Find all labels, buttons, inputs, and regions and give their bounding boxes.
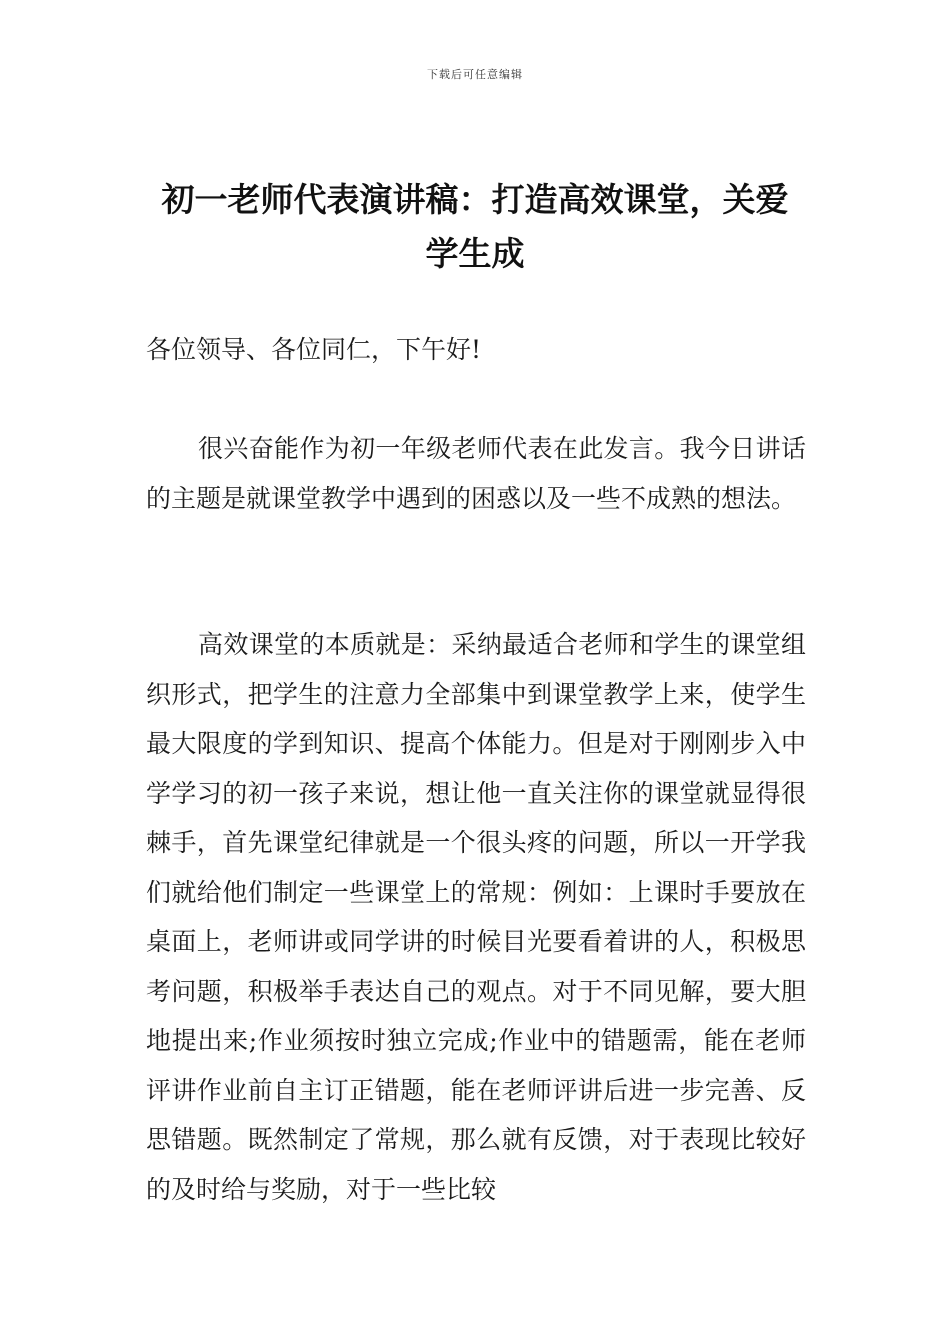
header-note: 下载后可任意编辑	[427, 68, 523, 81]
greeting-line: 各位领导、各位同仁，下午好!	[146, 335, 482, 364]
page-title: 初一老师代表演讲稿：打造高效课堂，关爱学生成	[161, 180, 789, 273]
paragraph-intro: 很兴奋能作为初一年级老师代表在此发言。我今日讲话的主题是就课堂教学中遇到的困惑以及一些不成熟的想法。	[146, 434, 806, 513]
paragraph-efficient-classroom: 高效课堂的本质就是：采纳最适合老师和学生的课堂组织形式，把学生的注意力全部集中到课堂教学上来，使学生最大限度的学到知识、提高个体能力。但是对于刚刚步入中学学习的初一孩子来说，想让他一直关注你的课堂就显得很棘手，首先课堂纪律就是一个很头疼的问题，所以一开学我们就给他们制定一些课堂上的常规：例如：上课时手要放在桌面上，老师讲或同学讲的时候目光要看着讲的人，积极思考问题，积极举手表达自己的观点。对于不同见解，要大胆地提出来;作业须按时独立完成;作业中的错题需，能在老师评讲作业前自主订正错题，能在老师评讲后进一步完善、反思错题。既然制定了常规，那么就有反馈，对于表现比较好的及时给与奖励，对于一些比较	[146, 630, 806, 1204]
